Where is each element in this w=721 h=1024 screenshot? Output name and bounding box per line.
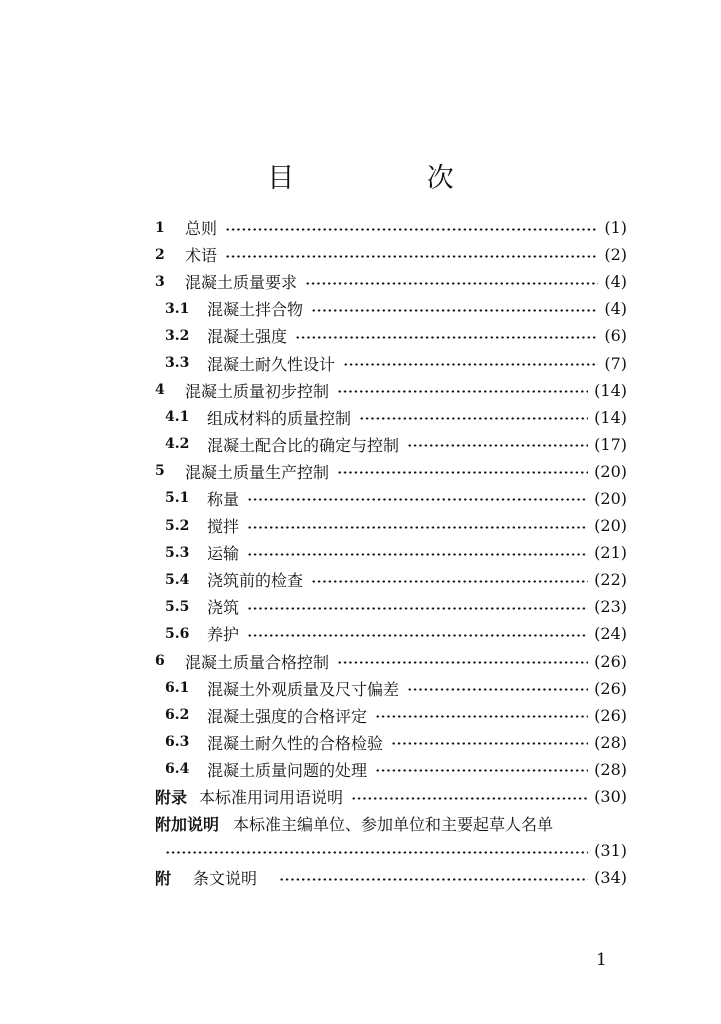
toc-entry-page: (2) <box>604 245 627 265</box>
toc-entry-number: 1 <box>155 219 165 236</box>
dot-leader <box>337 390 588 393</box>
toc-entry-page: (14) <box>594 380 627 400</box>
toc-entry-number: 5.2 <box>165 517 190 534</box>
dot-leader <box>247 607 588 610</box>
toc-entry-page: (20) <box>594 461 627 481</box>
dot-leader <box>279 878 588 881</box>
toc-entry-label: 混凝土配合比的确定与控制 <box>207 435 400 455</box>
toc-entry-page: (24) <box>594 624 627 644</box>
toc-entry-page: (1) <box>604 218 627 238</box>
dot-leader <box>311 580 588 583</box>
toc-entry-page: (4) <box>604 299 627 319</box>
toc-entry-page: (26) <box>594 678 627 698</box>
dot-leader <box>247 634 588 637</box>
dot-leader <box>343 363 598 366</box>
toc-entry[interactable] <box>155 241 627 268</box>
toc-entry[interactable] <box>155 295 627 322</box>
toc-entry-additional-notes-leader <box>155 837 627 864</box>
toc-entry-number: 4.2 <box>165 436 190 453</box>
toc-entry-label: 混凝土耐久性的合格检验 <box>207 733 384 753</box>
toc-entry-label: 混凝土质量问题的处理 <box>207 760 368 780</box>
toc-entry[interactable] <box>155 458 627 485</box>
dot-leader <box>407 444 588 447</box>
dot-leader <box>225 255 598 258</box>
toc-entry-page: (28) <box>594 732 627 752</box>
toc-entry[interactable] <box>155 756 627 783</box>
toc-entry-label: 养护 <box>207 625 240 645</box>
toc-entry-label: 称量 <box>207 489 240 509</box>
toc-entry-number: 5.4 <box>165 571 190 588</box>
dot-leader <box>337 661 588 664</box>
toc-entry-number: 附 <box>155 869 172 889</box>
toc-entry-number: 6.3 <box>165 734 190 751</box>
dot-leader <box>391 742 588 745</box>
toc-entry-clause-explanation[interactable] <box>155 864 627 891</box>
dot-leader <box>247 553 588 556</box>
dot-leader <box>375 769 588 772</box>
toc-entry[interactable] <box>155 702 627 729</box>
toc-entry[interactable] <box>155 322 627 349</box>
dot-leader <box>295 336 598 339</box>
toc-entry[interactable] <box>155 349 627 376</box>
page-number: 1 <box>596 950 607 970</box>
dot-leader <box>351 797 588 800</box>
dot-leader <box>165 851 588 854</box>
toc-entry-page: (17) <box>594 434 627 454</box>
toc-entry[interactable] <box>155 729 627 756</box>
dot-leader <box>225 228 598 231</box>
toc-entry-number: 3.2 <box>165 327 190 344</box>
toc-entry-number: 5 <box>155 463 165 480</box>
toc-entry-label: 本标准主编单位、参加单位和主要起草人名单 <box>233 815 554 835</box>
toc-entry-page: (31) <box>594 841 627 861</box>
dot-leader <box>247 498 588 501</box>
dot-leader <box>375 715 588 718</box>
toc-entry-label: 混凝土质量要求 <box>185 273 298 293</box>
toc-entry-label: 混凝土强度的合格评定 <box>207 706 368 726</box>
toc-entry-number: 5.6 <box>165 625 190 642</box>
toc-entry-number: 3 <box>155 273 165 290</box>
toc-entry-page: (14) <box>594 407 627 427</box>
toc-entry-page: (4) <box>604 272 627 292</box>
toc-entry[interactable] <box>155 648 627 675</box>
toc-entry-number: 6.2 <box>165 707 190 724</box>
toc-entry[interactable] <box>155 675 627 702</box>
toc-entry-page: (23) <box>594 597 627 617</box>
toc-entries <box>155 214 627 810</box>
toc-entry[interactable] <box>155 485 627 512</box>
dot-leader <box>247 526 588 529</box>
toc-entry-number: 5.3 <box>165 544 190 561</box>
toc-entry-page: (22) <box>594 570 627 590</box>
toc-entry-number: 4 <box>155 382 165 399</box>
toc-entry-number: 5.5 <box>165 598 190 615</box>
toc-entry-label: 混凝土耐久性设计 <box>207 354 336 374</box>
toc-entry[interactable] <box>155 404 627 431</box>
toc-entry-page: (30) <box>594 787 627 807</box>
toc-entry[interactable] <box>155 377 627 404</box>
toc-entry-label: 组成材料的质量控制 <box>207 408 352 428</box>
toc-entry-label: 搅拌 <box>207 517 240 537</box>
toc-entry-page: (20) <box>594 516 627 536</box>
dot-leader <box>311 309 598 312</box>
toc-entry-label: 条文说明 <box>193 869 258 889</box>
toc-entry-page: (26) <box>594 651 627 671</box>
toc-title: 目 次 <box>267 163 516 194</box>
toc-entry-number: 附加说明 <box>155 815 220 835</box>
toc-entry-label: 混凝土质量合格控制 <box>185 652 330 672</box>
dot-leader <box>407 688 588 691</box>
dot-leader <box>305 282 598 285</box>
toc-entry-page: (6) <box>604 326 627 346</box>
toc-entry[interactable] <box>155 268 627 295</box>
toc-entry-label: 浇筑 <box>207 598 240 618</box>
toc-entry-label: 混凝土外观质量及尺寸偏差 <box>207 679 400 699</box>
toc-entry[interactable] <box>155 512 627 539</box>
toc-entry[interactable] <box>155 783 627 810</box>
toc-entry-label: 混凝土质量初步控制 <box>185 381 330 401</box>
toc-entry-label: 术语 <box>185 246 218 266</box>
toc-entry-label: 混凝土强度 <box>207 327 288 347</box>
dot-leader <box>337 471 588 474</box>
toc-entry-label: 运输 <box>207 544 240 564</box>
toc-entry[interactable] <box>155 620 627 647</box>
toc-entry-page: (34) <box>594 868 627 888</box>
toc-entry-page: (7) <box>604 353 627 373</box>
toc-entry[interactable] <box>155 566 627 593</box>
toc-entry-number: 4.1 <box>165 409 190 426</box>
toc-entry[interactable] <box>155 593 627 620</box>
toc-entry-page: (20) <box>594 488 627 508</box>
toc-entry-number: 6 <box>155 653 165 670</box>
toc-entry-additional-notes[interactable] <box>155 810 627 837</box>
toc-entry-number: 2 <box>155 246 165 263</box>
toc-entry-label: 混凝土拌合物 <box>207 300 304 320</box>
toc-entry-number: 附录 <box>155 788 188 808</box>
toc-entry-label: 总则 <box>185 219 218 239</box>
toc-entry-label: 本标准用词用语说明 <box>199 788 344 808</box>
toc-entry[interactable] <box>155 539 627 566</box>
toc-entry-number: 6.1 <box>165 680 190 697</box>
toc-entry-number: 3.3 <box>165 355 190 372</box>
toc-entry[interactable] <box>155 214 627 241</box>
toc-entry-page: (28) <box>594 759 627 779</box>
toc-entry-number: 3.1 <box>165 300 190 317</box>
toc-entry-label: 浇筑前的检查 <box>207 571 304 591</box>
toc-entry-label: 混凝土质量生产控制 <box>185 462 330 482</box>
toc-entry[interactable] <box>155 431 627 458</box>
toc-entry-page: (26) <box>594 705 627 725</box>
table-of-contents <box>155 214 627 891</box>
toc-entry-number: 5.1 <box>165 490 190 507</box>
toc-entry-page: (21) <box>594 543 627 563</box>
toc-entry-number: 6.4 <box>165 761 190 778</box>
dot-leader <box>359 417 588 420</box>
